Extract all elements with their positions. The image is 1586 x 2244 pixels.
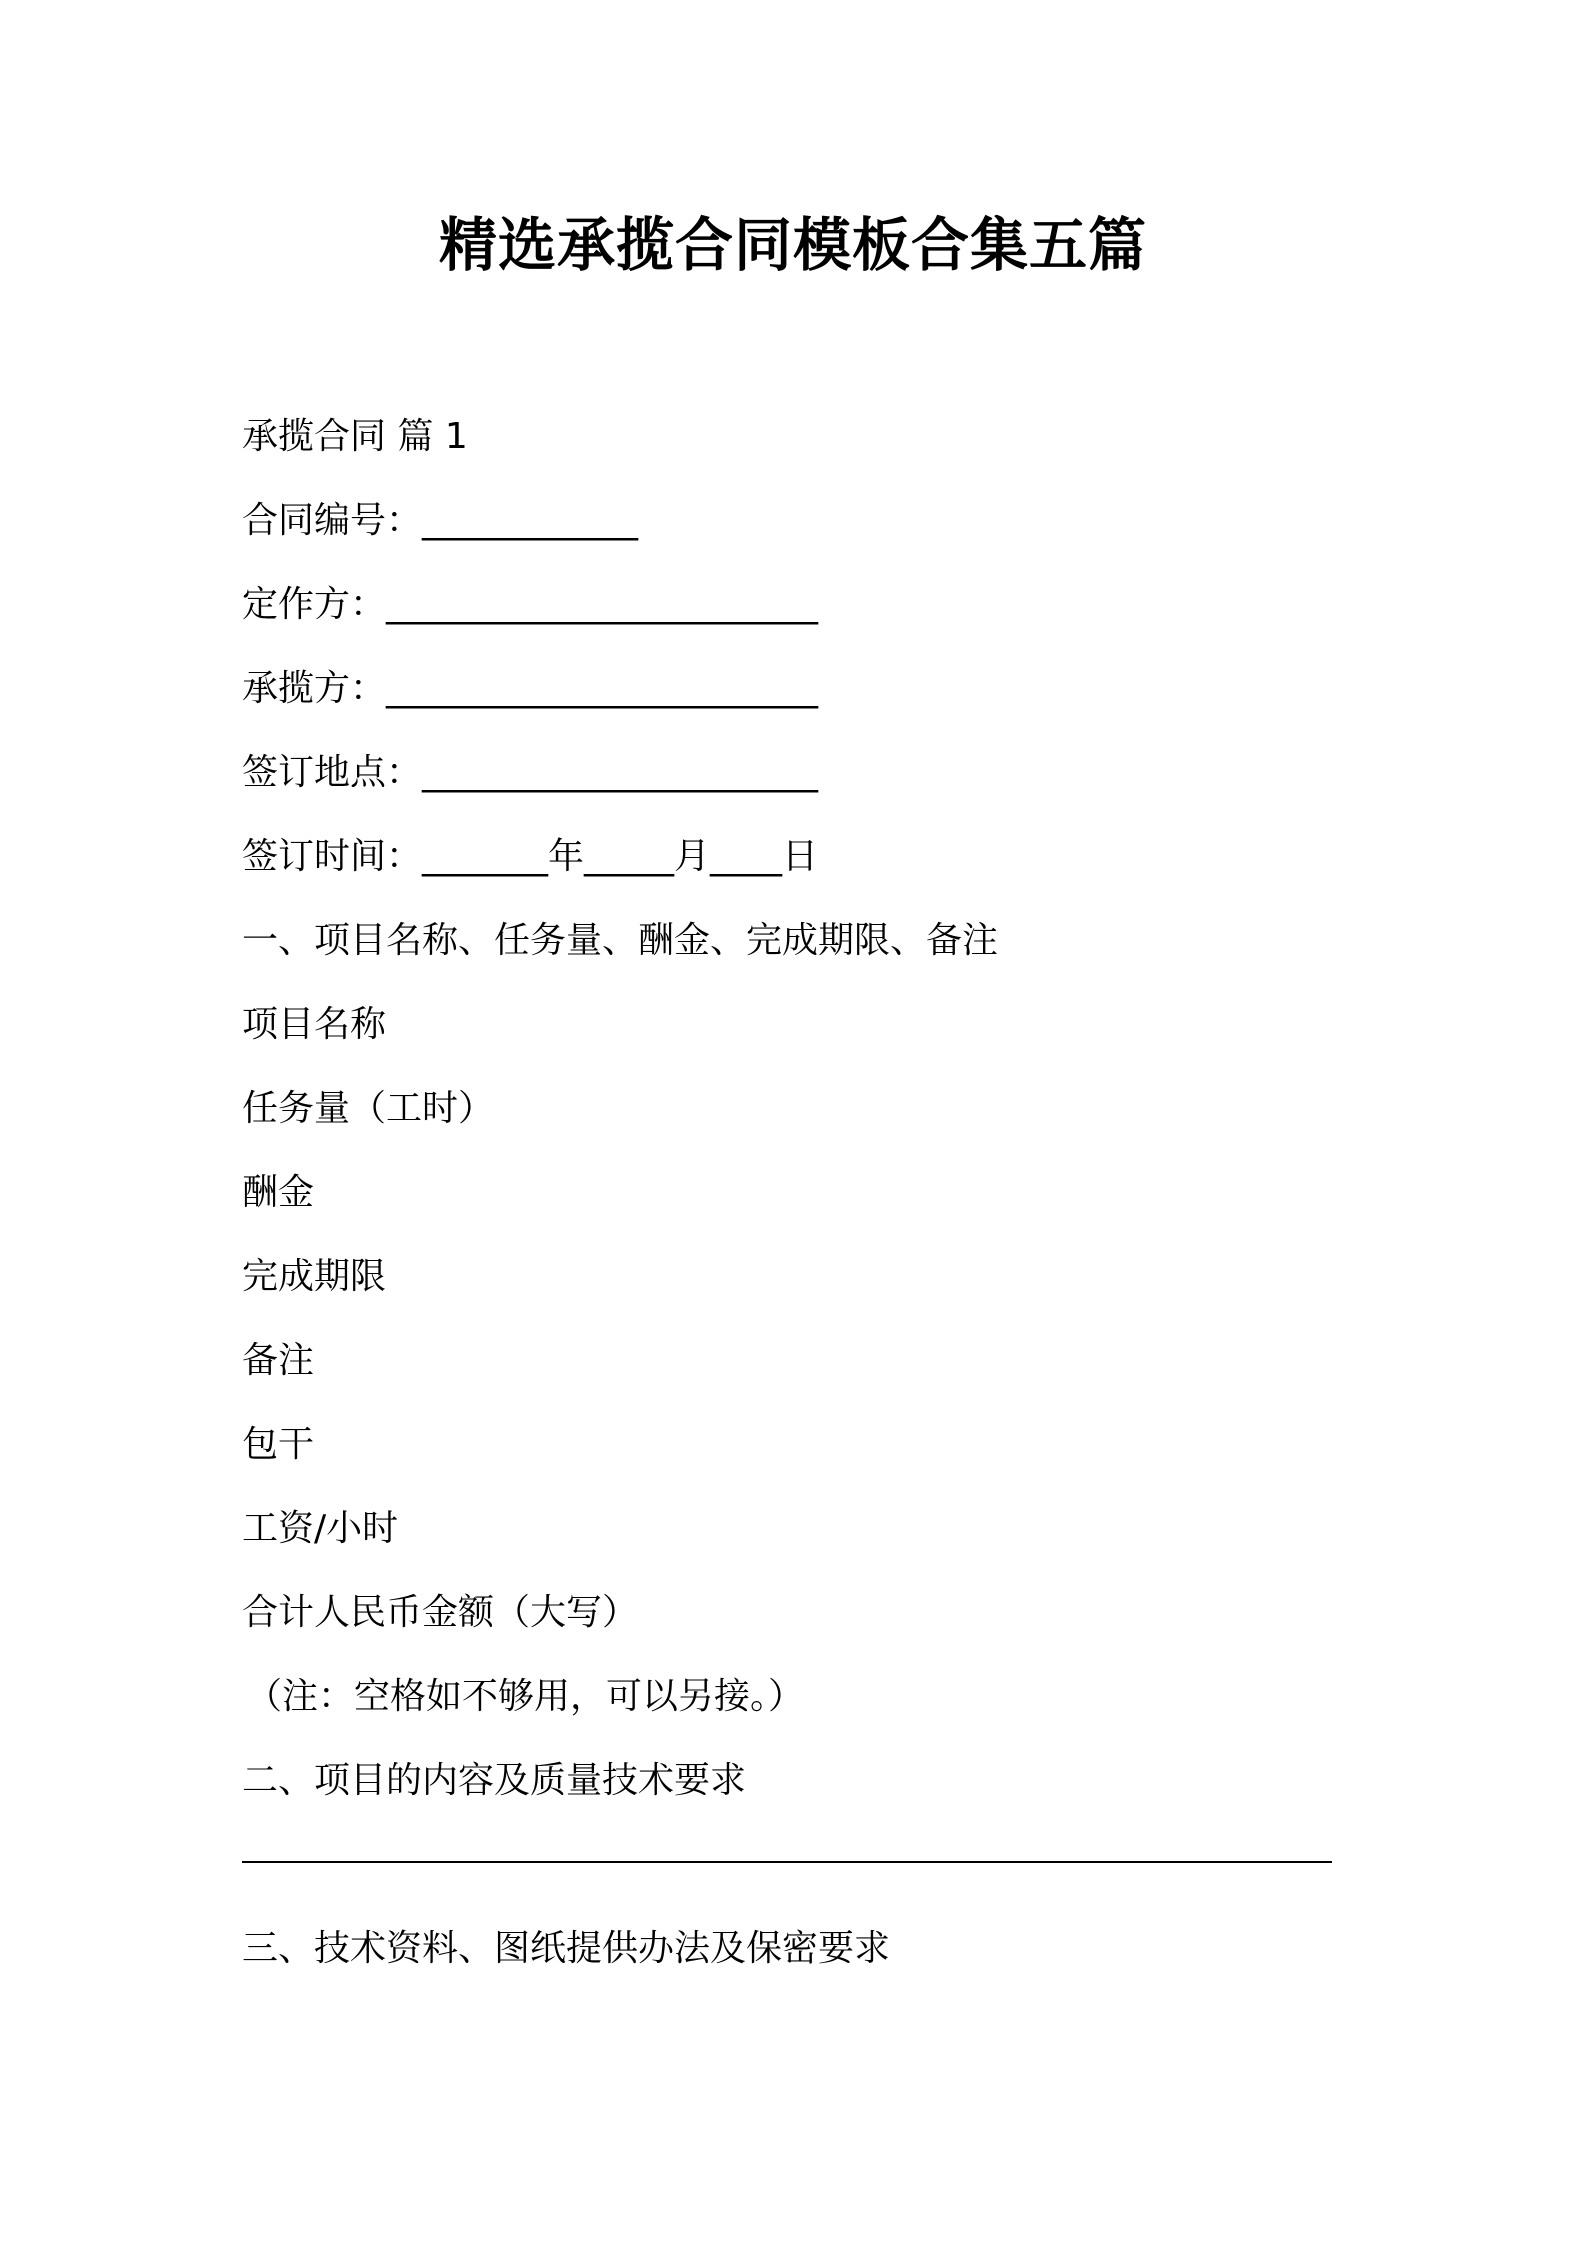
sign-place-field: 签订地点：______________________ [242, 752, 819, 793]
list-item-project-name: 项目名称 [242, 1004, 387, 1045]
section-1-title: 一、项目名称、任务量、酬金、完成期限、备注 [242, 920, 999, 961]
sign-time-field: 签订时间：_______年_____月____日 [242, 836, 819, 877]
contract-heading: 承揽合同 篇 1 [242, 416, 468, 457]
orderer-field: 定作方：________________________ [242, 584, 819, 625]
list-item-workload: 任务量（工时） [242, 1088, 495, 1129]
section-2-title: 二、项目的内容及质量技术要求 [242, 1760, 747, 1801]
contract-number-field: 合同编号：____________ [242, 500, 639, 541]
list-item-remuneration: 酬金 [242, 1172, 315, 1213]
document-title: 精选承揽合同模板合集五篇 [438, 211, 1147, 279]
section-1-note: （注：空格如不够用，可以另接。） [246, 1676, 805, 1717]
blank-fill-line [242, 1861, 1332, 1863]
contractor-field: 承揽方：________________________ [242, 668, 819, 709]
list-item-hourly-wage: 工资/小时 [242, 1508, 399, 1549]
section-3-title: 三、技术资料、图纸提供办法及保密要求 [242, 1928, 891, 1969]
list-item-remarks: 备注 [242, 1340, 315, 1381]
list-item-lump-sum: 包干 [242, 1424, 315, 1465]
list-item-deadline: 完成期限 [242, 1256, 387, 1297]
list-item-total-amount: 合计人民币金额（大写） [242, 1592, 639, 1633]
